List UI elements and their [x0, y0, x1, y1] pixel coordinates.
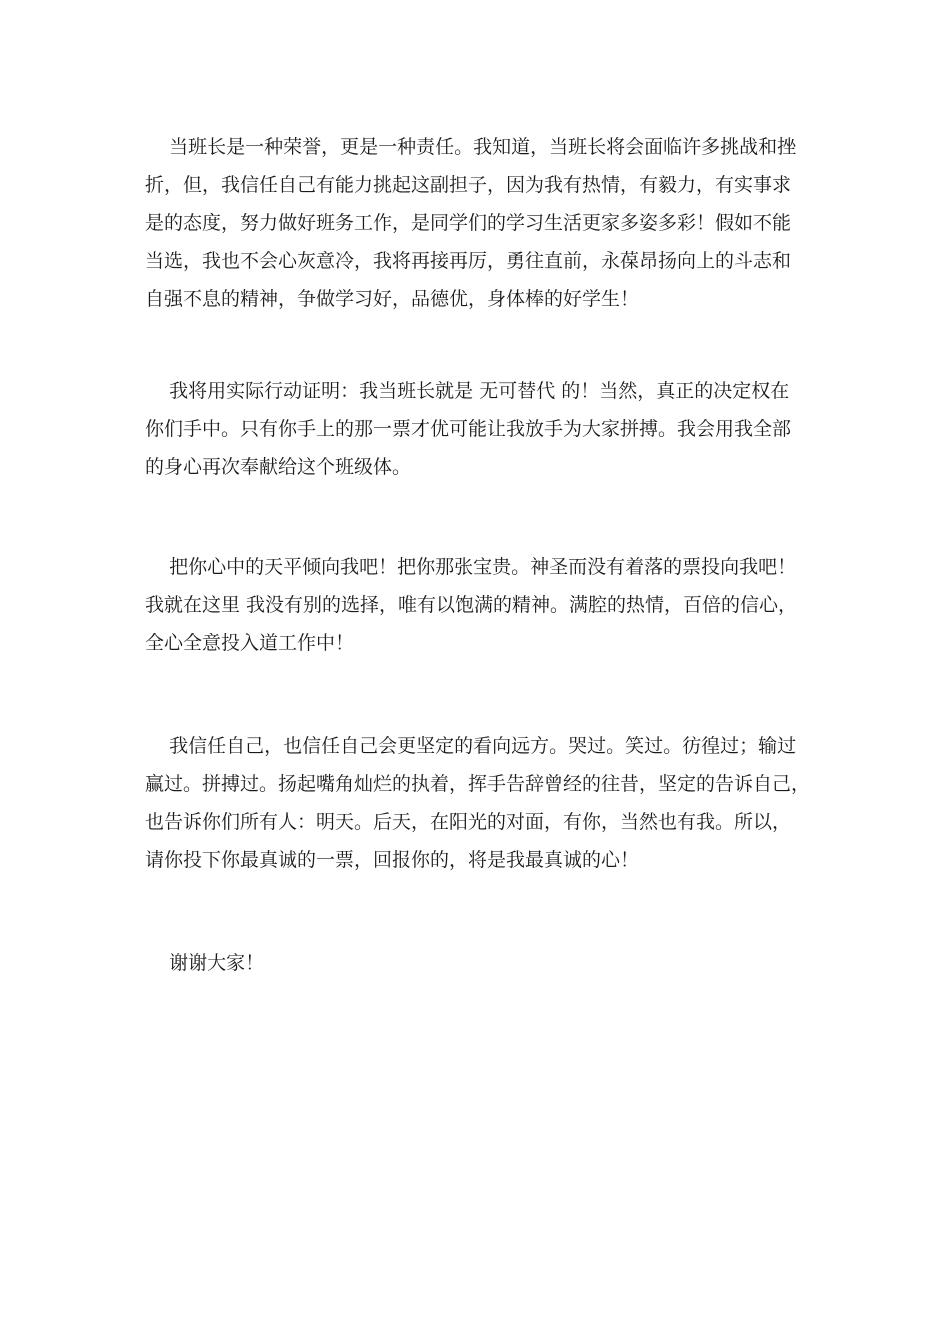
text-line: 当选，我也不会心灰意冷，我将再接再厉，勇往直前，永葆昂扬向上的斗志和 [145, 250, 792, 272]
text-line: 我就在这里 我没有别的选择，唯有以饱满的精神。满腔的热情，百倍的信心， [145, 594, 798, 616]
text-line: 我将用实际行动证明：我当班长就是 无可替代 的！当然，真正的决定权在 [145, 380, 790, 402]
text-line: 赢过。拼搏过。扬起嘴角灿烂的执着，挥手告辞曾经的往昔，坚定的告诉自己， [145, 773, 811, 795]
text-line: 全心全意投入道工作中！ [145, 632, 355, 654]
text-line: 折，但，我信任自己有能力挑起这副担子，因为我有热情，有毅力，有实事求 [145, 174, 792, 196]
paragraph-responsibility [145, 128, 815, 318]
paragraph-self-belief [145, 727, 815, 879]
text-line: 请你投下你最真诚的一票，回报你的，将是我最真诚的心！ [145, 849, 640, 871]
text-line: 谢谢大家！ [145, 952, 265, 974]
paragraph-prove-with-action [145, 372, 815, 486]
text-line: 自强不息的精神，争做学习好，品德优，身体棒的好学生！ [145, 288, 640, 310]
text-line: 是的态度，努力做好班务工作，是同学们的学习生活更家多姿多彩！假如不能 [145, 212, 792, 234]
text-line: 也告诉你们所有人：明天。后天，在阳光的对面，有你，当然也有我。所以， [145, 811, 792, 833]
text-line: 你们手中。只有你手上的那一票才优可能让我放手为大家拼搏。我会用我全部 [145, 418, 792, 440]
paragraph-vote-for-me [145, 548, 815, 662]
text-line: 当班长是一种荣誉，更是一种责任。我知道，当班长将会面临许多挑战和挫 [145, 136, 797, 158]
text-line: 我信任自己，也信任自己会更坚定的看向远方。哭过。笑过。彷徨过；输过 [145, 735, 797, 757]
text-line: 的身心再次奉献给这个班级体。 [145, 456, 412, 478]
text-line: 把你心中的天平倾向我吧！把你那张宝贵。神圣而没有着落的票投向我吧！ [145, 556, 797, 578]
paragraph-thanks [145, 944, 815, 982]
